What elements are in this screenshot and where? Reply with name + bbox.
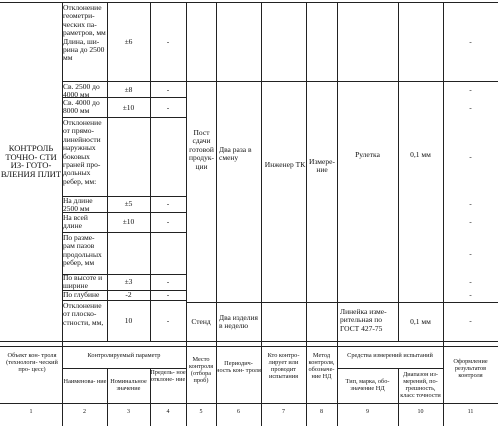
- header-range: Диапазон из- мерений, по- грешность, класс точности: [400, 371, 441, 399]
- tolerance-row-6: -: [166, 217, 170, 226]
- control-place-2: Стенд: [191, 317, 211, 326]
- param-row-9: По глубине: [63, 290, 100, 299]
- col-number-8: 8: [320, 409, 323, 415]
- tolerance-row-1: -: [166, 37, 170, 46]
- instrument-2: Линейка изме- рительная по ГОСТ 427-75: [340, 307, 387, 333]
- header-tolerance: Предель- ное отклоне- ние: [150, 369, 186, 383]
- param-row-3: Св. 4000 до 8000 мм: [63, 98, 100, 116]
- tolerance-row-9: -: [166, 290, 170, 299]
- header-name: Наименова- ние: [63, 378, 107, 385]
- nominal-row-6: ±10: [122, 217, 135, 226]
- param-row-10: Отклонение от плоско- стности, мм,: [63, 301, 104, 327]
- result-row-10: -: [469, 316, 472, 325]
- result-row-4: -: [469, 152, 472, 161]
- result-row-2: -: [469, 85, 472, 94]
- nominal-row-9: -2: [125, 290, 132, 299]
- header-place: Место контроля (отбора проб): [188, 356, 214, 384]
- param-row-6: На всей длине: [63, 213, 88, 231]
- header-nominal: Номинальное значение: [110, 378, 147, 392]
- result-row-9: -: [469, 290, 472, 299]
- executor-1: Инженер ТК: [264, 160, 306, 169]
- header-type: Тип, марка, обо- значение НД: [345, 378, 390, 392]
- col-number-5: 5: [199, 409, 203, 415]
- tolerance-row-10: -: [166, 316, 170, 325]
- col-number-6: 6: [237, 409, 240, 415]
- col-number-1: 1: [29, 409, 33, 415]
- header-method: Метод контроля, обозначе- ние НД: [308, 352, 335, 380]
- nominal-row-5: ±5: [124, 199, 133, 208]
- object-label: КОНТРОЛЬ ТОЧНО- СТИ ИЗ- ГОТО- ВЛЕНИЯ ПЛИТ: [0, 143, 62, 179]
- tolerance-row-3: -: [166, 103, 170, 112]
- param-row-5: На длине 2500 мм: [63, 196, 93, 214]
- col-number-7: 7: [282, 409, 285, 415]
- nominal-row-10: 10: [124, 316, 133, 325]
- result-row-8: -: [469, 277, 472, 286]
- instrument-1: Рулетка: [355, 150, 380, 159]
- header-result: Оформление результатов контроля: [453, 358, 488, 379]
- col-number-11: 11: [467, 409, 474, 415]
- param-row-8: По высоте и ширине: [63, 273, 103, 291]
- nominal-row-2: ±8: [124, 85, 133, 94]
- range-1: 0,1 мм: [410, 150, 431, 159]
- param-row-1: Отклонение геометри- ческих па- раметров, мм Длина, ши- рина до 2500 мм: [63, 3, 106, 63]
- result-row-1: -: [469, 37, 472, 46]
- col-number-10: 10: [417, 409, 424, 415]
- tolerance-row-5: -: [166, 199, 170, 208]
- result-row-5: -: [469, 199, 472, 208]
- range-2: 0,1 мм: [410, 317, 431, 326]
- method-1: Измере- ние: [309, 157, 335, 175]
- periodicity-2: Два изделия в неделю: [219, 313, 258, 331]
- result-row-6: -: [469, 217, 472, 226]
- header-executor: Кто контро- лирует или проводит испытания: [267, 352, 300, 380]
- header-object: Объект кон- троля (технологи- ческий про- цесс): [6, 352, 58, 373]
- tolerance-row-8: -: [166, 277, 170, 286]
- nominal-row-3: ±10: [122, 103, 135, 112]
- result-row-3: -: [469, 103, 472, 112]
- param-row-4: Отклонение от прямо- линейности наружных боковых граней про- дольных ребер, мм:: [63, 118, 102, 186]
- nominal-row-8: ±3: [124, 277, 133, 286]
- periodicity-1: Два раза в смену: [219, 145, 252, 163]
- tolerance-row-2: -: [166, 85, 170, 94]
- col-number-3: 3: [127, 409, 130, 415]
- header-periodicity: Периодич- ность кон- троля: [216, 360, 261, 374]
- control-place-1: Пост сдачи готовой продук- ции: [188, 128, 214, 171]
- param-row-2: Св. 2500 до 4000 мм: [63, 82, 100, 100]
- header-instrument-group: Средства измерений испытаний: [347, 352, 433, 359]
- col-number-4: 4: [166, 409, 170, 415]
- col-number-2: 2: [83, 409, 86, 415]
- result-row-7: -: [469, 249, 472, 258]
- param-row-7: По разме- рам пазов продольных ребер, мм: [63, 233, 102, 268]
- header-param-group: Контролируемый параметр: [87, 352, 161, 359]
- nominal-row-1: ±6: [124, 37, 133, 46]
- col-number-9: 9: [366, 409, 369, 415]
